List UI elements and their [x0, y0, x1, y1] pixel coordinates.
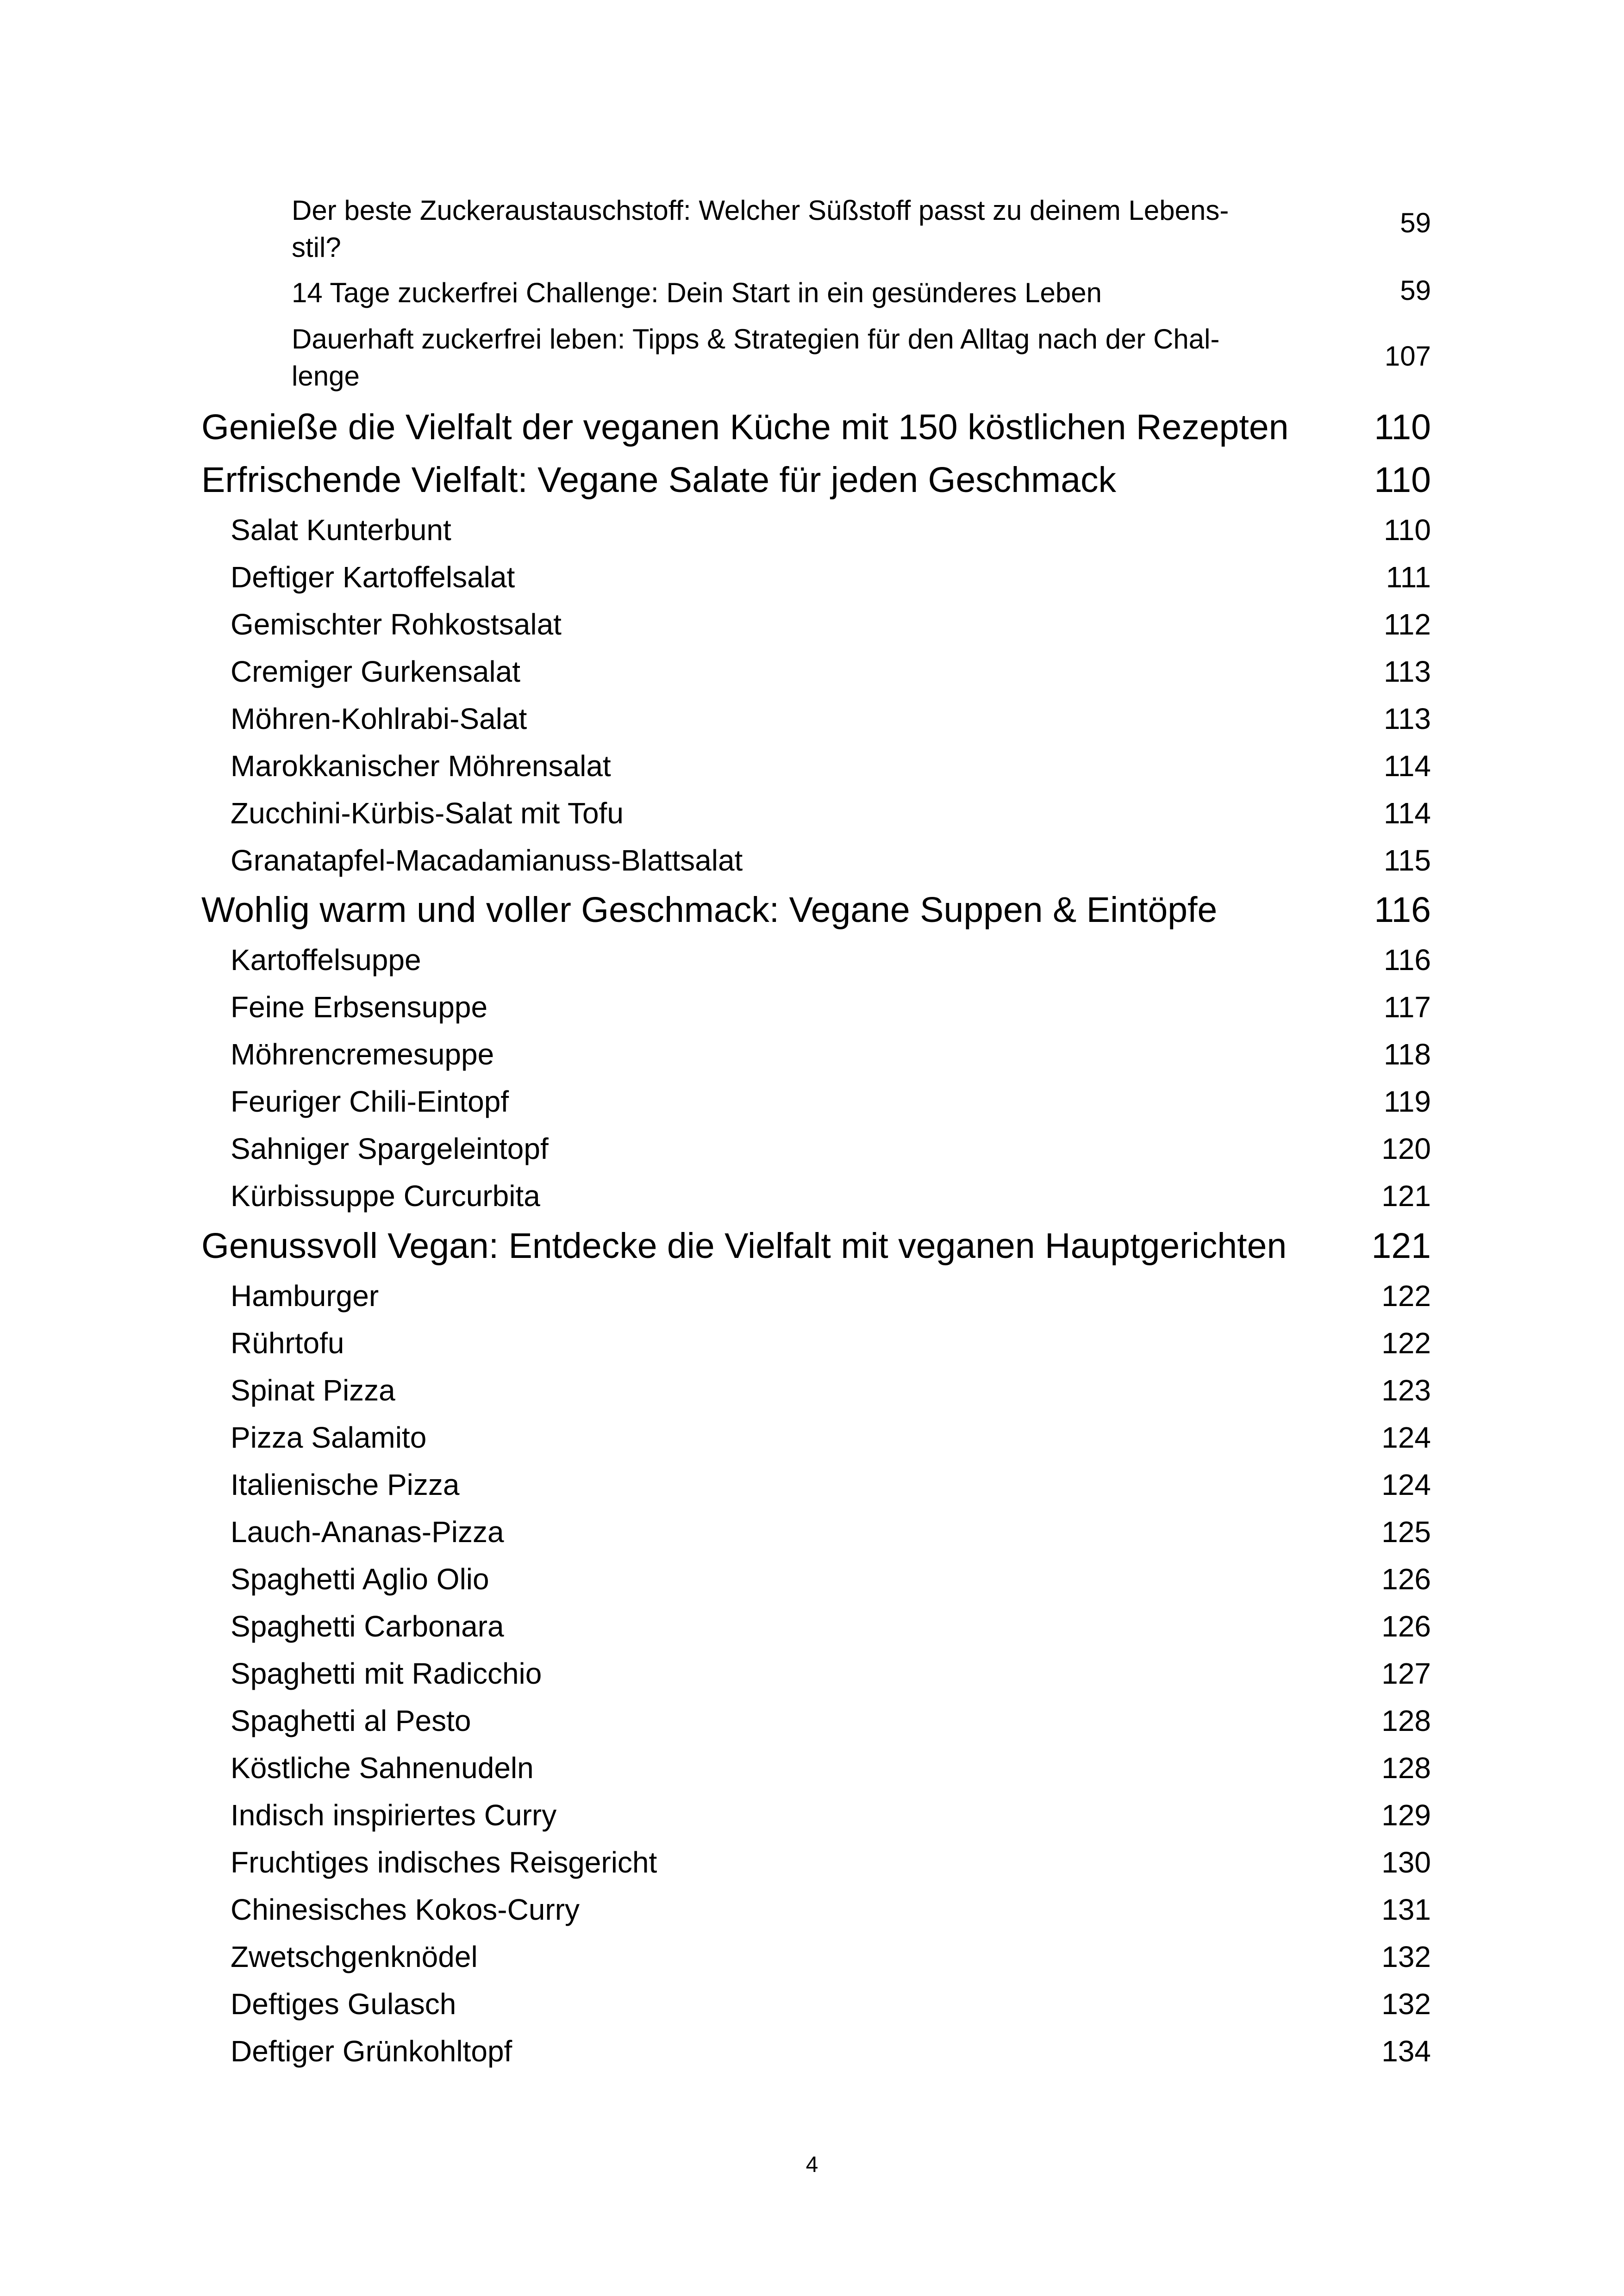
toc-chapter[interactable] [201, 457, 1431, 503]
toc-entry-title: Spinat Pizza [231, 1374, 395, 1407]
toc-entry-title: Spaghetti al Pesto [231, 1704, 471, 1737]
toc-entry-page: 113 [1383, 702, 1431, 735]
toc-entry[interactable] [231, 2033, 1431, 2070]
toc-entry[interactable] [231, 842, 1431, 879]
toc-entry-page: 59 [1400, 275, 1431, 306]
toc-chapter-title: Genieße die Vielfalt der veganen Küche mit 150 köstlichen Rezepten [201, 407, 1289, 447]
toc-entry-page: 59 [1400, 207, 1431, 238]
toc-entry-page: 122 [1381, 1279, 1431, 1313]
toc-entry-page: 107 [1384, 341, 1431, 372]
toc-chapter[interactable] [201, 1223, 1431, 1269]
toc-entry-page: 118 [1383, 1038, 1431, 1071]
toc-entry-title: Italienische Pizza [231, 1468, 460, 1501]
toc-entry[interactable] [231, 559, 1431, 596]
toc-chapter[interactable] [201, 887, 1431, 933]
toc-entry-title: Rührtofu [231, 1326, 344, 1360]
toc-entry-page: 124 [1381, 1421, 1431, 1454]
toc-entry-page: 111 [1386, 560, 1431, 594]
toc-entry-page: 114 [1383, 796, 1431, 830]
toc-entry-title: Köstliche Sahnenudeln [231, 1751, 534, 1785]
toc-entry-title: Marokkanischer Möhrensalat [231, 749, 611, 783]
toc-entry[interactable] [231, 1513, 1431, 1550]
toc-entry-title: Feine Erbsensuppe [231, 990, 488, 1024]
toc-entry-page: 116 [1383, 943, 1431, 977]
toc-entry-title: Fruchtiges indisches Reisgericht [231, 1846, 657, 1879]
toc-entry-title: Pizza Salamito [231, 1421, 427, 1454]
toc-entry-page: 132 [1381, 1987, 1431, 2021]
toc-entry-title: Deftiger Kartoffelsalat [231, 560, 515, 594]
toc-entry-title: Hamburger [231, 1279, 379, 1313]
toc-chapter-page: 116 [1374, 890, 1431, 930]
toc-entry-page: 121 [1381, 1179, 1431, 1213]
toc-entry[interactable] [231, 1419, 1431, 1456]
toc-entry[interactable] [231, 1749, 1431, 1786]
toc-entry[interactable] [231, 1561, 1431, 1598]
toc-entry-title: Kürbissuppe Curcurbita [231, 1179, 540, 1213]
toc-entry[interactable] [231, 1844, 1431, 1881]
toc-entry-page: 110 [1383, 513, 1431, 547]
toc-entry[interactable] [231, 700, 1431, 737]
toc-entry[interactable] [231, 1277, 1431, 1314]
toc-entry-page: 125 [1381, 1515, 1431, 1549]
toc-chapter[interactable] [201, 404, 1431, 450]
toc-entry[interactable] [231, 747, 1431, 784]
toc-entry-page: 126 [1381, 1562, 1431, 1596]
toc-entry-page: 115 [1383, 844, 1431, 877]
toc-entry[interactable] [231, 989, 1431, 1026]
toc-entry-title: Cremiger Gurkensalat [231, 655, 520, 688]
toc-entry[interactable] [292, 321, 1431, 399]
toc-entry-page: 129 [1381, 1798, 1431, 1832]
toc-entry-page: 127 [1381, 1657, 1431, 1690]
toc-entry-page: 112 [1383, 608, 1431, 641]
toc-entry-page: 132 [1381, 1940, 1431, 1973]
toc-entry[interactable] [231, 1938, 1431, 1975]
toc-entry[interactable] [231, 1702, 1431, 1739]
toc-entry-title: Möhrencremesuppe [231, 1038, 494, 1071]
toc-entry-title: 14 Tage zuckerfrei Challenge: Dein Start in ein gesünderes Leben [292, 277, 1102, 308]
toc-entry[interactable] [231, 1985, 1431, 2022]
toc-entry[interactable] [231, 511, 1431, 548]
toc-entry[interactable] [231, 1372, 1431, 1409]
toc-entry[interactable] [231, 1466, 1431, 1503]
toc-entry[interactable] [231, 1325, 1431, 1362]
toc-entry-page: 128 [1381, 1751, 1431, 1785]
toc-entry[interactable] [292, 192, 1431, 271]
toc-entry[interactable] [231, 1608, 1431, 1645]
toc-entry-title: Gemischter Rohkostsalat [231, 608, 562, 641]
toc-entry-title: Feuriger Chili-Eintopf [231, 1085, 509, 1118]
toc-chapter-title: Genussvoll Vegan: Entdecke die Vielfalt mit veganen Hauptgerichten [201, 1226, 1287, 1266]
toc-chapter-title: Wohlig warm und voller Geschmack: Vegane Suppen & Eintöpfe [201, 890, 1218, 930]
toc-entry-title: Zucchini-Kürbis-Salat mit Tofu [231, 796, 624, 830]
toc-entry-title: Kartoffelsuppe [231, 943, 421, 977]
toc-entry[interactable] [231, 1655, 1431, 1692]
toc-entry-title: Dauerhaft zuckerfrei leben: Tipps & Strategien für den Alltag nach der Chal- lenge [292, 324, 1220, 392]
toc-entry-title: Zwetschgenknödel [231, 1940, 478, 1973]
toc-entry-title: Chinesisches Kokos-Curry [231, 1893, 580, 1926]
toc-entry-title: Sahniger Spargeleintopf [231, 1132, 549, 1165]
toc-chapter-title: Erfrischende Vielfalt: Vegane Salate für jeden Geschmack [201, 460, 1117, 500]
toc-entry-page: 119 [1383, 1085, 1431, 1118]
toc-entry-page: 117 [1383, 990, 1431, 1024]
toc-entry-page: 120 [1381, 1132, 1431, 1165]
toc-entry-title: Lauch-Ananas-Pizza [231, 1515, 504, 1549]
toc-entry-page: 134 [1381, 2035, 1431, 2068]
toc-entry[interactable] [231, 1083, 1431, 1120]
toc-entry-page: 123 [1381, 1374, 1431, 1407]
toc-entry-title: Spaghetti Aglio Olio [231, 1562, 489, 1596]
toc-entry[interactable] [231, 606, 1431, 643]
toc-entry[interactable] [231, 1891, 1431, 1928]
toc-entry[interactable] [231, 1797, 1431, 1834]
toc-entry-page: 113 [1383, 655, 1431, 688]
toc-entry-page: 128 [1381, 1704, 1431, 1737]
toc-entry[interactable] [231, 1036, 1431, 1073]
toc-entry-title: Spaghetti Carbonara [231, 1610, 504, 1643]
toc-chapter-page: 110 [1374, 460, 1431, 500]
toc-entry[interactable] [231, 795, 1431, 832]
page-number: 4 [806, 2153, 818, 2177]
toc-chapter-page: 121 [1371, 1226, 1431, 1266]
toc-entry[interactable] [231, 1177, 1431, 1214]
toc-entry-title: Der beste Zuckeraustauschstoff: Welcher Süßstoff passt zu deinem Lebens- stil? [292, 195, 1229, 263]
toc-entry[interactable] [231, 941, 1431, 978]
toc-entry-title: Granatapfel-Macadamianuss-Blattsalat [231, 844, 743, 877]
toc-entry-title: Salat Kunterbunt [231, 513, 451, 547]
toc-entry-page: 114 [1383, 749, 1431, 783]
toc-entry-page: 126 [1381, 1610, 1431, 1643]
toc-entry-title: Indisch inspiriertes Curry [231, 1798, 557, 1832]
toc-entry[interactable] [231, 1130, 1431, 1167]
toc-entry[interactable] [292, 274, 1431, 311]
toc-chapter-page: 110 [1374, 407, 1431, 447]
toc-entry-title: Deftiges Gulasch [231, 1987, 456, 2021]
toc-entry-page: 130 [1381, 1846, 1431, 1879]
toc-entry-page: 124 [1381, 1468, 1431, 1501]
toc-entry-title: Deftiger Grünkohltopf [231, 2035, 512, 2068]
toc-entry-title: Spaghetti mit Radicchio [231, 1657, 542, 1690]
toc-entry-title: Möhren-Kohlrabi-Salat [231, 702, 527, 735]
toc-entry-page: 131 [1381, 1893, 1431, 1926]
toc-entry-page: 122 [1381, 1326, 1431, 1360]
toc-entry[interactable] [231, 653, 1431, 690]
